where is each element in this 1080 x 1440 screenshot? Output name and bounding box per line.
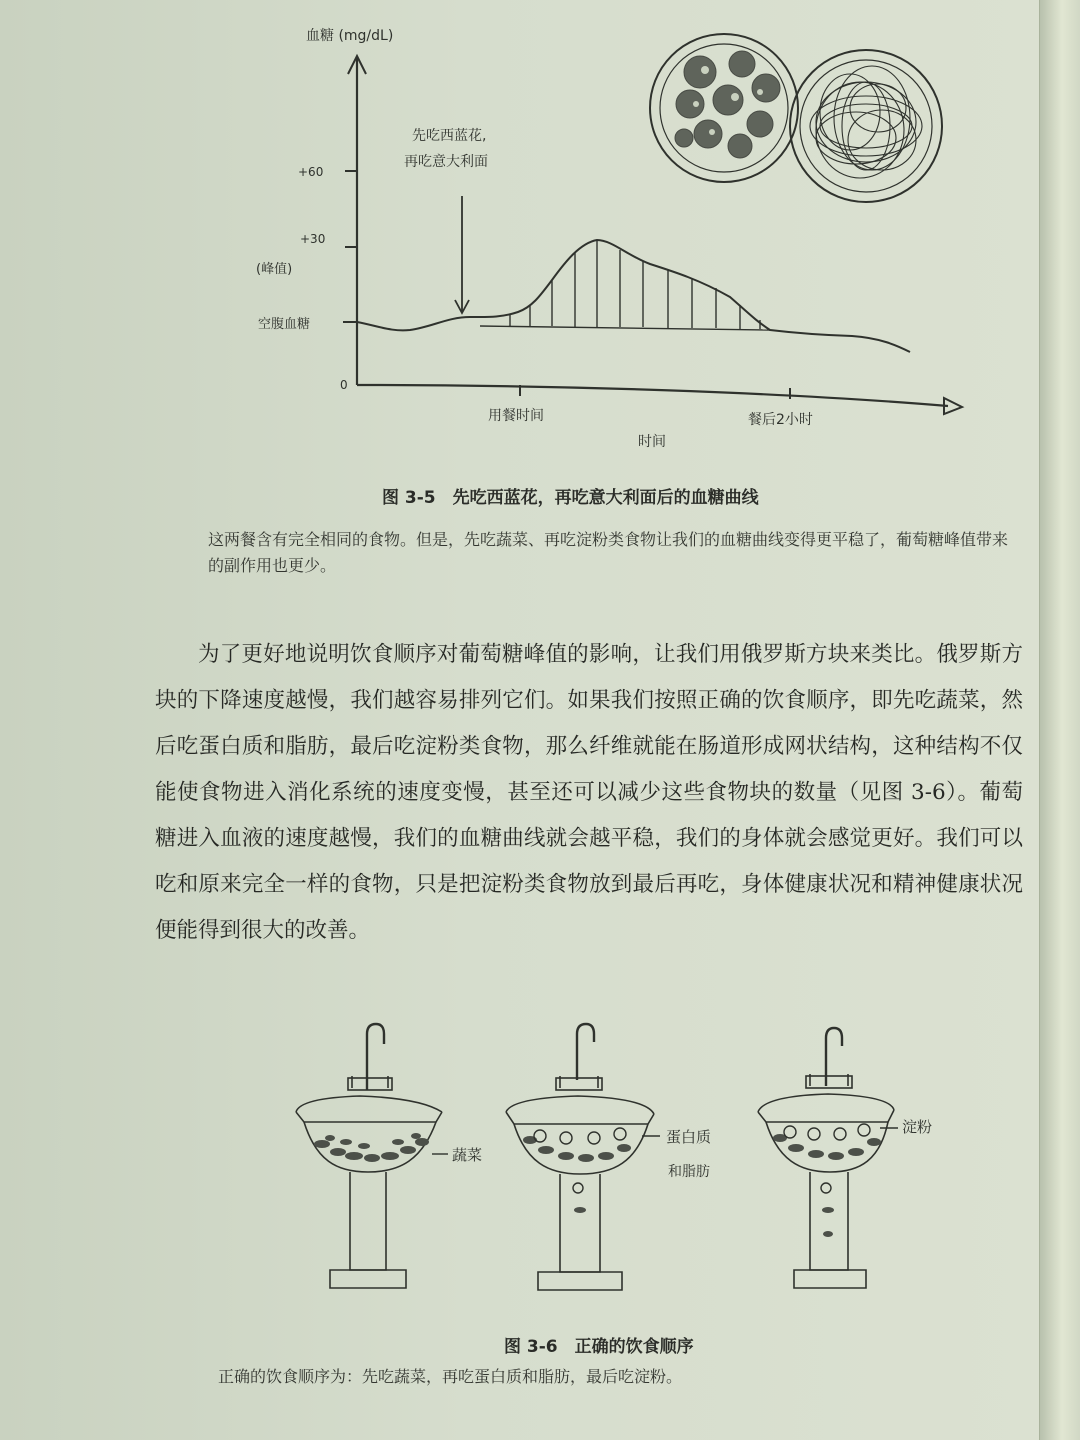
y-axis-label: 血糖 (mg/dL)	[306, 28, 394, 44]
label-protein-line-1: 蛋白质	[666, 1128, 712, 1146]
x-axis-label: 时间	[638, 434, 666, 450]
broccoli-plate-drawing	[650, 34, 798, 182]
annotation-line-1: 先吃西蓝花,	[412, 128, 487, 144]
figure-3-5-illustration	[0, 0, 1080, 470]
x-tick-label-meal: 用餐时间	[488, 408, 544, 424]
curve-hatching	[480, 240, 770, 330]
label-vegetables: 蔬菜	[452, 1146, 483, 1164]
label-starch: 淀粉	[902, 1118, 933, 1136]
figure-3-5-title: 图 3-5 先吃西蓝花，再吃意大利面后的血糖曲线	[382, 488, 759, 508]
y-tick-label-30: +30	[300, 232, 326, 246]
figure-3-6-caption: 正确的饮食顺序为：先吃蔬菜，再吃蛋白质和脂肪，最后吃淀粉。	[218, 1367, 683, 1386]
x-tick-label-2h: 餐后2小时	[748, 412, 813, 428]
sink-starch-contents	[773, 1124, 881, 1237]
sink-vegetables-leaves	[314, 1133, 429, 1162]
figure-3-6-title: 图 3-6 正确的饮食顺序	[504, 1337, 694, 1357]
y-tick-label-zero: 0	[340, 378, 348, 392]
label-protein-line-2: 和脂肪	[668, 1164, 710, 1180]
body-paragraph	[155, 632, 1023, 954]
y-tick-label-60: +60	[298, 165, 324, 179]
y-tick-label-peak: (峰值)	[256, 262, 293, 277]
sink-starch	[758, 1028, 894, 1288]
annotation-line-2: 再吃意大利面	[404, 154, 488, 170]
figure-3-6-illustration	[0, 1010, 1080, 1300]
body-paragraph-text: 为了更好地说明饮食顺序对葡萄糖峰值的影响，让我们用俄罗斯方块来类比。俄罗斯方块的下降速度越慢，我们越容易排列它们。如果我们按照正确的饮食顺序，即先吃蔬菜，然后吃蛋白质和脂肪，最后吃淀粉类食物，那么纤维就能在肠道形成网状结构，这种结构不仅能使食物进入消化系统的速度变慢，甚至还可以减少这些食物块的数量（见图 3-6）。葡萄糖进入血液的速度越慢，我们的血糖曲线就会越平稳，我们的身体就会感觉更好。我们可以吃和原来完全一样的食物，只是把淀粉类食物放到最后再吃，身体健康状况和精神健康状况便能得到很大的改善。	[155, 642, 1023, 943]
sink-protein-fat-contents	[523, 1128, 631, 1213]
y-tick-label-fasting: 空腹血糖	[258, 317, 311, 332]
pasta-plate-drawing	[790, 50, 942, 202]
x-axis	[357, 385, 948, 406]
figure-3-5-caption: 这两餐含有完全相同的食物。但是，先吃蔬菜、再吃淀粉类食物让我们的血糖曲线变得更平稳了，葡萄糖峰值带来的副作用也更少。	[208, 530, 1009, 575]
glucose-curve	[357, 240, 910, 352]
